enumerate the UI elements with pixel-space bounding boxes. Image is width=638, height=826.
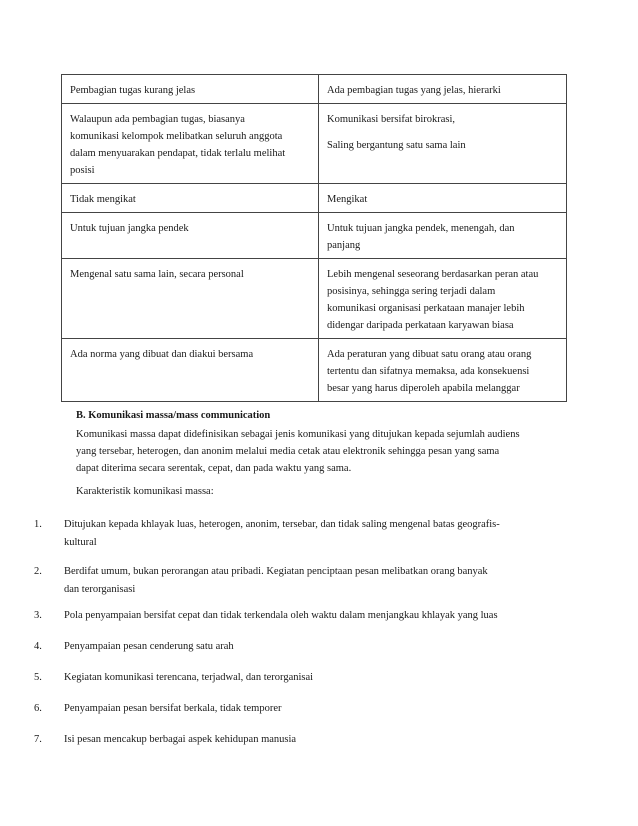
cell-gap [327,128,558,137]
list-number: 4. [34,641,42,652]
cell-text: Mengikat [327,194,368,205]
characteristics-intro: Karakteristik komunikasi massa: [76,486,214,497]
paragraph-line: yang tersebar, heterogen, dan anonim melalui media cetak atau elektronik sehingga pesan yang sama [76,446,500,457]
cell-text: Walaupun ada pembagian tugas, biasanya [70,114,245,125]
cell-text: besar yang harus diperoleh apabila melanggar [327,383,520,394]
list-line: Isi pesan mencakup berbagai aspek kehidupan manusia [64,734,297,745]
list-text [64,731,584,749]
list-line: Kegiatan komunikasi terencana, terjadwal, dan terorganisai [64,672,314,683]
table-cell-left [62,104,319,184]
cell-text: posisinya, sehingga sering terjadi dalam [327,286,496,297]
cell-text: posisi [70,165,95,176]
cell-text: Ada norma yang dibuat dan diakui bersama [70,349,254,360]
list-number: 3. [34,610,42,621]
section-title: B. Komunikasi massa/mass communication [76,410,271,421]
section-heading [76,407,576,424]
paragraph-line: dapat diterima secara serentak, cepat, dan pada waktu yang sama. [76,463,352,474]
table-cell-left [62,339,319,402]
table-row [62,184,567,213]
list-line: dan terorganisasi [64,584,136,595]
comparison-table [61,74,567,402]
cell-text: Untuk tujuan jangka pendek, menengah, dan [327,223,515,234]
table-row [62,75,567,104]
list-number: 5. [34,672,42,683]
list-text [64,638,584,656]
cell-text: dalam menyuarakan pendapat, tidak terlalu melihat [70,148,286,159]
table-cell-left [62,259,319,339]
table-row [62,259,567,339]
list-number: 7. [34,734,42,745]
table-cell-right [319,213,567,259]
cell-text: Saling bergantung satu sama lain [327,140,466,151]
table-row [62,339,567,402]
list-text [64,669,584,687]
list-line: Pola penyampaian bersifat cepat dan tidak terkendala oleh waktu dalam menjangkau khlayak yang luas [64,610,498,621]
cell-text: Pembagian tugas kurang jelas [70,85,196,96]
list-number: 6. [34,703,42,714]
table-cell-right [319,339,567,402]
list-text [64,516,584,552]
cell-text: komunikasi organisasi perkataan manajer lebih [327,303,525,314]
cell-text: Ada pembagian tugas yang jelas, hierarki [327,85,501,96]
table-row [62,104,567,184]
list-line: Berdifat umum, bukan perorangan atau pribadi. Kegiatan penciptaan pesan melibatkan orang banyak [64,566,488,577]
paragraph-line: Komunikasi massa dapat didefinisikan sebagai jenis komunikasi yang ditujukan kepada sejumlah audiens [76,429,520,440]
cell-text: Komunikasi bersifat birokrasi, [327,114,456,125]
table-cell-right [319,75,567,104]
list-text [64,700,584,718]
cell-text: Lebih mengenal seseorang berdasarkan peran atau [327,269,539,280]
list-text [64,607,584,625]
cell-text: Untuk tujuan jangka pendek [70,223,189,234]
list-line: kultural [64,537,97,548]
cell-text: panjang [327,240,361,251]
cell-text: didengar daripada perkataan karyawan biasa [327,320,514,331]
table-cell-left [62,213,319,259]
list-line: Penyampaian pesan bersifat berkala, tidak temporer [64,703,282,714]
list-number: 2. [34,566,42,577]
cell-text: Tidak mengikat [70,194,136,205]
section-paragraph [76,426,576,477]
list-line: Penyampaian pesan cenderung satu arah [64,641,234,652]
cell-text: Mengenal satu sama lain, secara personal [70,269,244,280]
cell-text: Ada peraturan yang dibuat satu orang atau orang [327,349,532,360]
table-cell-left [62,184,319,213]
list-text [64,563,584,599]
table-cell-right [319,104,567,184]
table-cell-right [319,259,567,339]
table-cell-left [62,75,319,104]
list-number: 1. [34,519,42,530]
list-line: Ditujukan kepada khlayak luas, heterogen, anonim, tersebar, dan tidak saling mengenal batas geografis- [64,519,500,530]
table-row [62,213,567,259]
cell-text: komunikasi kelompok melibatkan seluruh anggota [70,131,283,142]
cell-text: tertentu dan sifatnya memaksa, ada konsekuensi [327,366,530,377]
table-cell-right [319,184,567,213]
